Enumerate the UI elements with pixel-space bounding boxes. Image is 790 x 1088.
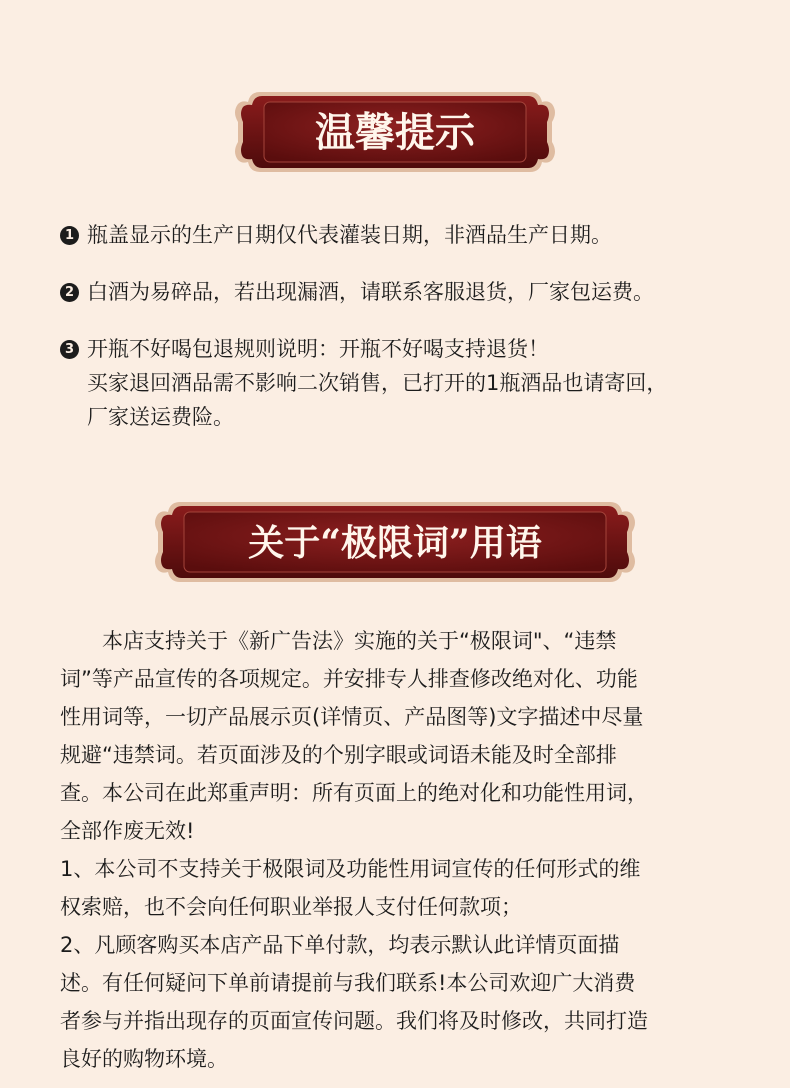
- notice-item-2-text: 白酒为易碎品，若出现漏酒，请联系客服退货，厂家包运费。: [87, 280, 654, 304]
- banner-title-2: 关于“极限词”用语: [248, 522, 542, 564]
- statement-line-8: 权索赔，也不会向任何职业举报人支付任何款项；: [60, 895, 522, 919]
- notice-item-2: [60, 275, 760, 309]
- banner-frame-2: [150, 492, 640, 592]
- banner-warm-tips: [0, 82, 790, 182]
- statement-line-7: 1、本公司不支持关于极限词及功能性用词宣传的任何形式的维: [60, 857, 641, 881]
- banner-frame-1: [230, 82, 560, 182]
- banner-title-1: 温馨提示: [315, 109, 475, 156]
- number-badge-2: 2: [60, 283, 79, 302]
- statement-line-5: 查。本公司在此郑重声明：所有页面上的绝对化和功能性用词，: [60, 781, 648, 805]
- statement-line-11: 者参与并指出现存的页面宣传问题。我们将及时修改，共同打造: [60, 1009, 648, 1033]
- statement-line-3: 性用词等，一切产品展示页(详情页、产品图等)文字描述中尽量: [60, 705, 644, 729]
- extreme-words-statement: [60, 622, 740, 1078]
- notice-list: [60, 218, 760, 434]
- number-badge-3: 3: [60, 340, 79, 359]
- statement-line-1: 本店支持关于《新广告法》实施的关于“极限词"、“违禁: [60, 629, 617, 653]
- statement-line-12: 良好的购物环境。: [60, 1047, 228, 1071]
- notice-item-1-text: 瓶盖显示的生产日期仅代表灌装日期，非酒品生产日期。: [87, 223, 612, 247]
- statement-line-6: 全部作废无效!: [60, 819, 195, 843]
- statement-line-2: 词”等产品宣传的各项规定。并安排专人排查修改绝对化、功能: [60, 667, 638, 691]
- number-badge-1: 1: [60, 226, 79, 245]
- banner-extreme-words: [0, 492, 790, 592]
- notice-item-1: [60, 218, 760, 252]
- statement-line-10: 述。有任何疑问下单前请提前与我们联系!本公司欢迎广大消费: [60, 971, 636, 995]
- notice-item-3-line-2: 买家退回酒品需不影响二次销售，已打开的1瓶酒品也请寄回，: [87, 371, 668, 395]
- notice-item-3-line-3: 厂家送运费险。: [87, 405, 234, 429]
- statement-line-9: 2、凡顾客购买本店产品下单付款，均表示默认此详情页面描: [60, 933, 620, 957]
- notice-item-3: [60, 332, 760, 434]
- notice-item-3-line-1: 开瓶不好喝包退规则说明：开瓶不好喝支持退货！: [87, 337, 549, 361]
- statement-line-4: 规避“违禁词。若页面涉及的个别字眼或词语未能及时全部排: [60, 743, 617, 767]
